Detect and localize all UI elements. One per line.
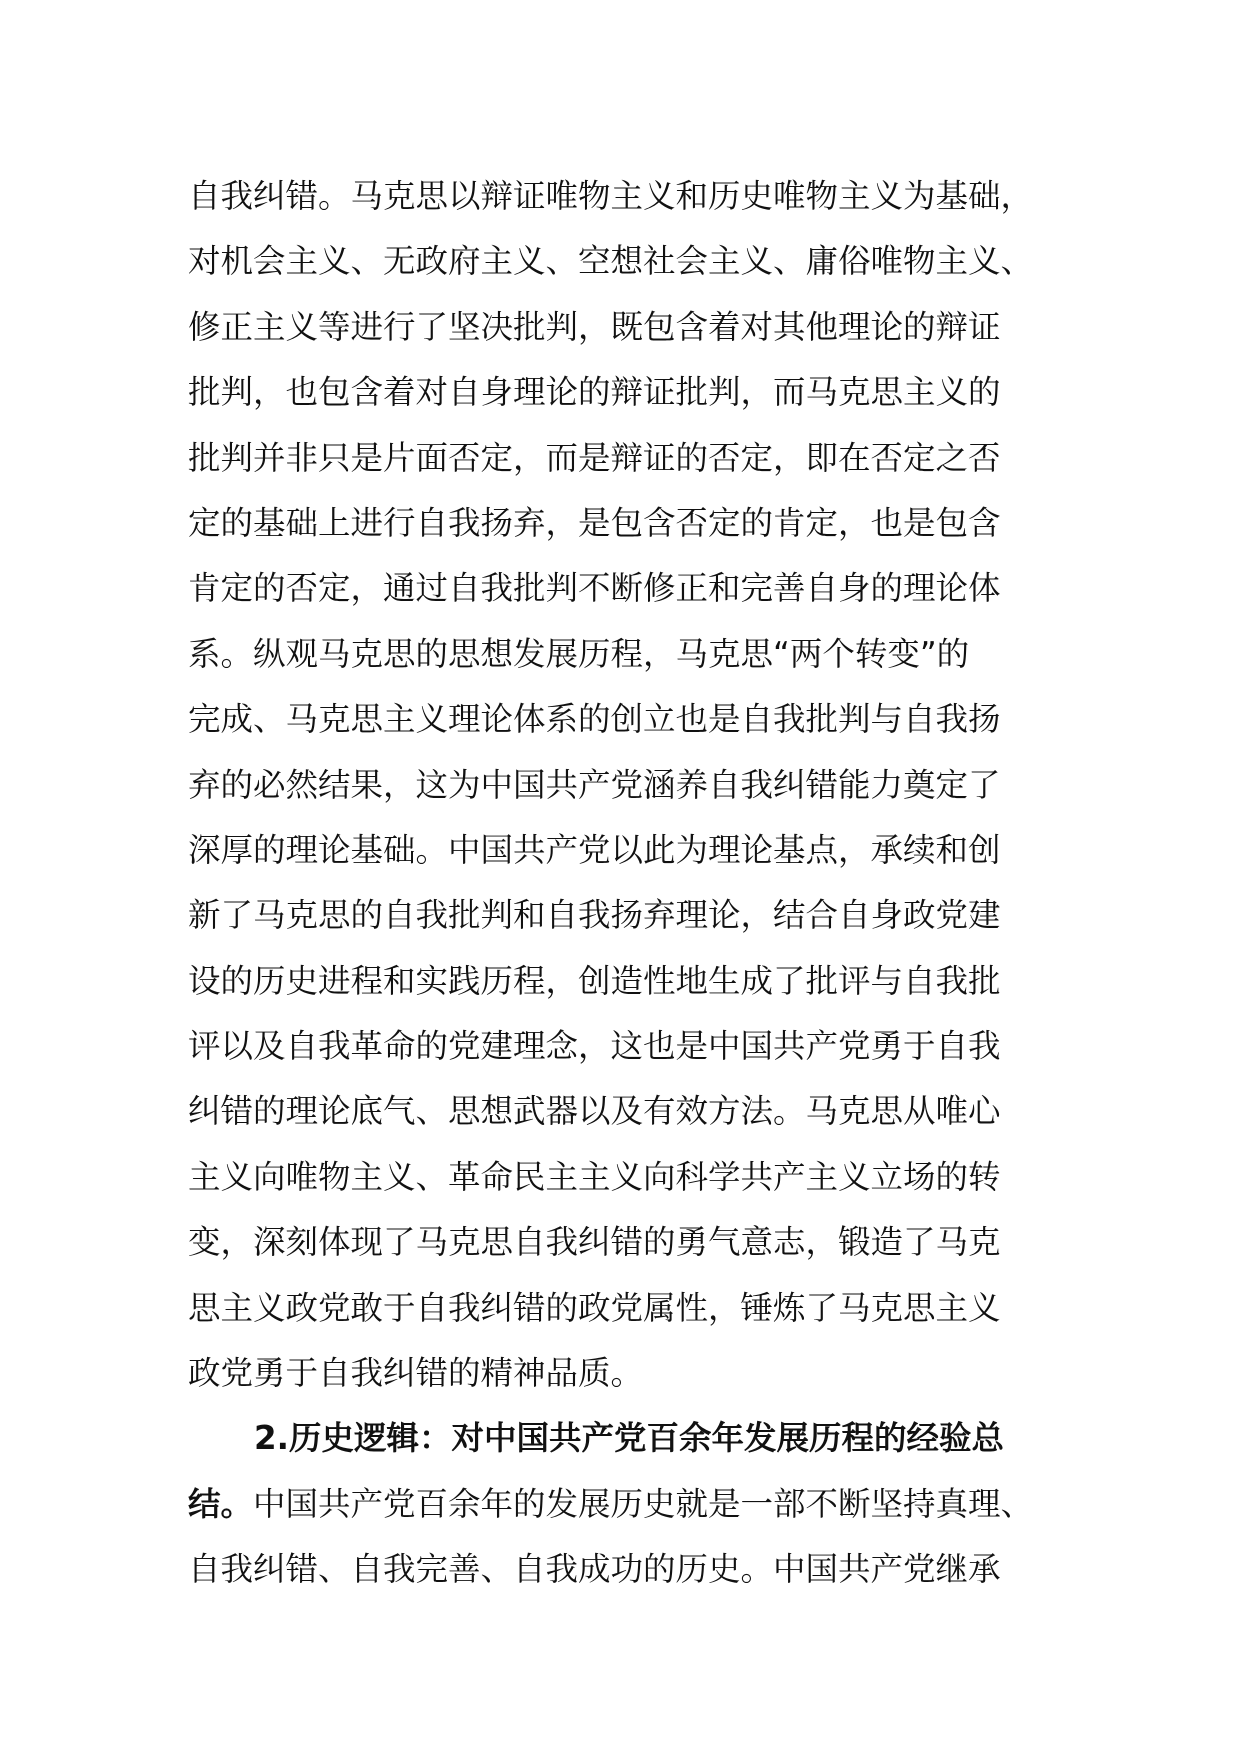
paragraph-line: 主义向唯物主义、革命民主主义向科学共产主义立场的转 [188, 1157, 1001, 1196]
paragraph-line: 评以及自我革命的党建理念，这也是中国共产党勇于自我 [188, 1027, 1001, 1066]
paragraph-2 [188, 1406, 1068, 1602]
paragraph-line: 纠错的理论底气、思想武器以及有效方法。马克思从唯心 [188, 1092, 1001, 1131]
paragraph-line: 深厚的理论基础。中国共产党以此为理论基点，承续和创 [188, 830, 1001, 869]
paragraph-line: 变，深刻体现了马克思自我纠错的勇气意志，锻造了马克 [188, 1223, 1001, 1262]
paragraph-line: 完成、马克思主义理论体系的创立也是自我批判与自我扬 [188, 700, 1001, 739]
body-text [188, 164, 1068, 1603]
paragraph-line: 系。纵观马克思的思想发展历程，马克思“两个转变”的 [188, 634, 970, 673]
paragraph-line: 政党勇于自我纠错的精神品质。 [188, 1354, 644, 1393]
paragraph-line: 批判，也包含着对自身理论的辩证批判，而马克思主义的 [188, 373, 1001, 412]
paragraph-line: 对机会主义、无政府主义、空想社会主义、庸俗唯物主义、 [188, 242, 1034, 281]
section-heading: 2.历史逻辑：对中国共产党百余年发展历程的经验总 [254, 1419, 1004, 1458]
paragraph-1 [188, 164, 1068, 1406]
paragraph-line: 设的历史进程和实践历程，创造性地生成了批评与自我批 [188, 961, 1001, 1000]
paragraph-line: 自我纠错、自我完善、自我成功的历史。中国共产党继承 [188, 1550, 1001, 1589]
section-heading-end: 结。 [188, 1484, 254, 1523]
paragraph-line: 修正主义等进行了坚决批判，既包含着对其他理论的辩证 [188, 307, 1001, 346]
paragraph-line: 肯定的否定，通过自我批判不断修正和完善自身的理论体 [188, 569, 1001, 608]
paragraph-line: 新了马克思的自我批判和自我扬弃理论，结合自身政党建 [188, 896, 1001, 935]
paragraph-line: 弃的必然结果，这为中国共产党涵养自我纠错能力奠定了 [188, 765, 1001, 804]
paragraph-line: 批判并非只是片面否定，而是辩证的否定，即在否定之否 [188, 438, 1001, 477]
paragraph-line: 思主义政党敢于自我纠错的政党属性，锤炼了马克思主义 [188, 1288, 1001, 1327]
paragraph-line: 自我纠错。马克思以辩证唯物主义和历史唯物主义为基础， [188, 177, 1034, 215]
paragraph-text: 中国共产党百余年的发展历史就是一部不断坚持真理、 [253, 1484, 1034, 1523]
paragraph-line [188, 1472, 1068, 1537]
paragraph-line: 定的基础上进行自我扬弃，是包含否定的肯定，也是包含 [188, 503, 1001, 542]
